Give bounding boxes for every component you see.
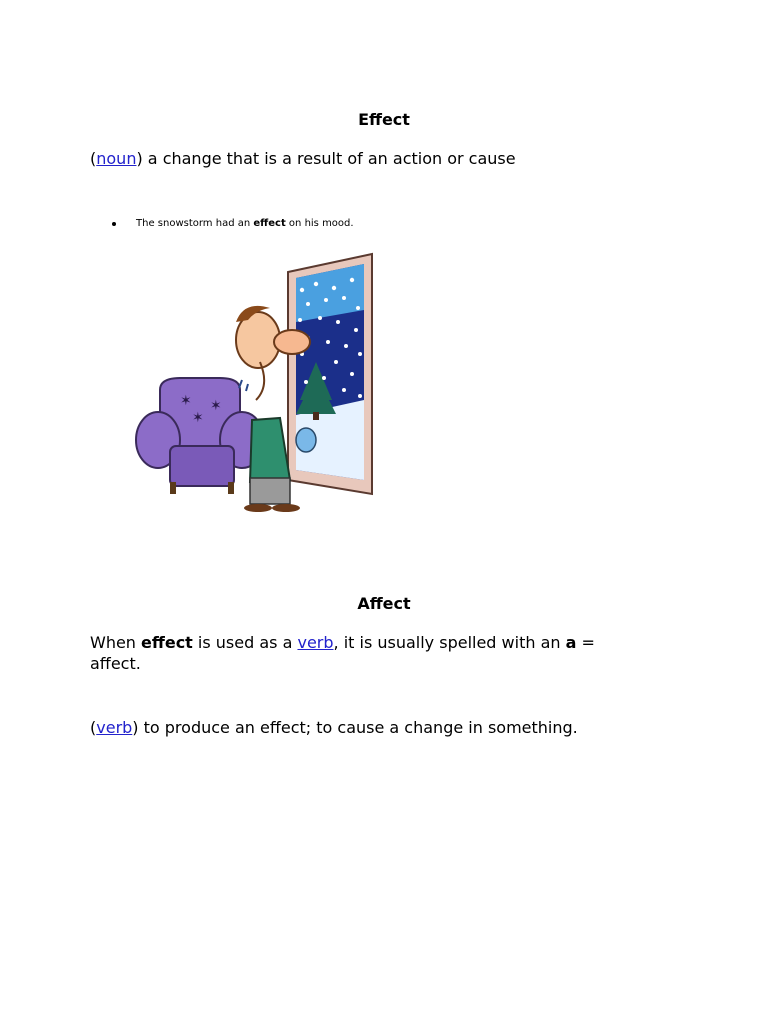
snowy-window-illustration xyxy=(130,250,380,515)
effect-title: Effect xyxy=(358,110,410,129)
affect-paragraph: When effect is used as a verb, it is usually spelled with an a = affect. xyxy=(90,633,595,673)
noun-link[interactable]: noun xyxy=(96,149,137,168)
svg-text:✶: ✶ xyxy=(192,410,204,426)
svg-text:✶: ✶ xyxy=(180,393,192,409)
effect-definition xyxy=(90,148,516,169)
paren-open: ( xyxy=(90,149,97,168)
example-sentence: The snowstorm had an effect on his mood. xyxy=(136,218,354,229)
affect-title: Affect xyxy=(357,594,411,613)
verb-link-1[interactable]: verb xyxy=(297,633,334,652)
bullet-dot-icon xyxy=(112,222,116,226)
definition-text: ) a change that is a result of an action or cause xyxy=(136,149,516,168)
affect-definition: (verb) to produce an effect; to cause a change in something. xyxy=(90,718,578,737)
armchair xyxy=(136,378,264,494)
example-bullet xyxy=(112,218,354,229)
svg-text:✶: ✶ xyxy=(210,398,222,414)
verb-link-2[interactable]: verb xyxy=(96,718,133,737)
